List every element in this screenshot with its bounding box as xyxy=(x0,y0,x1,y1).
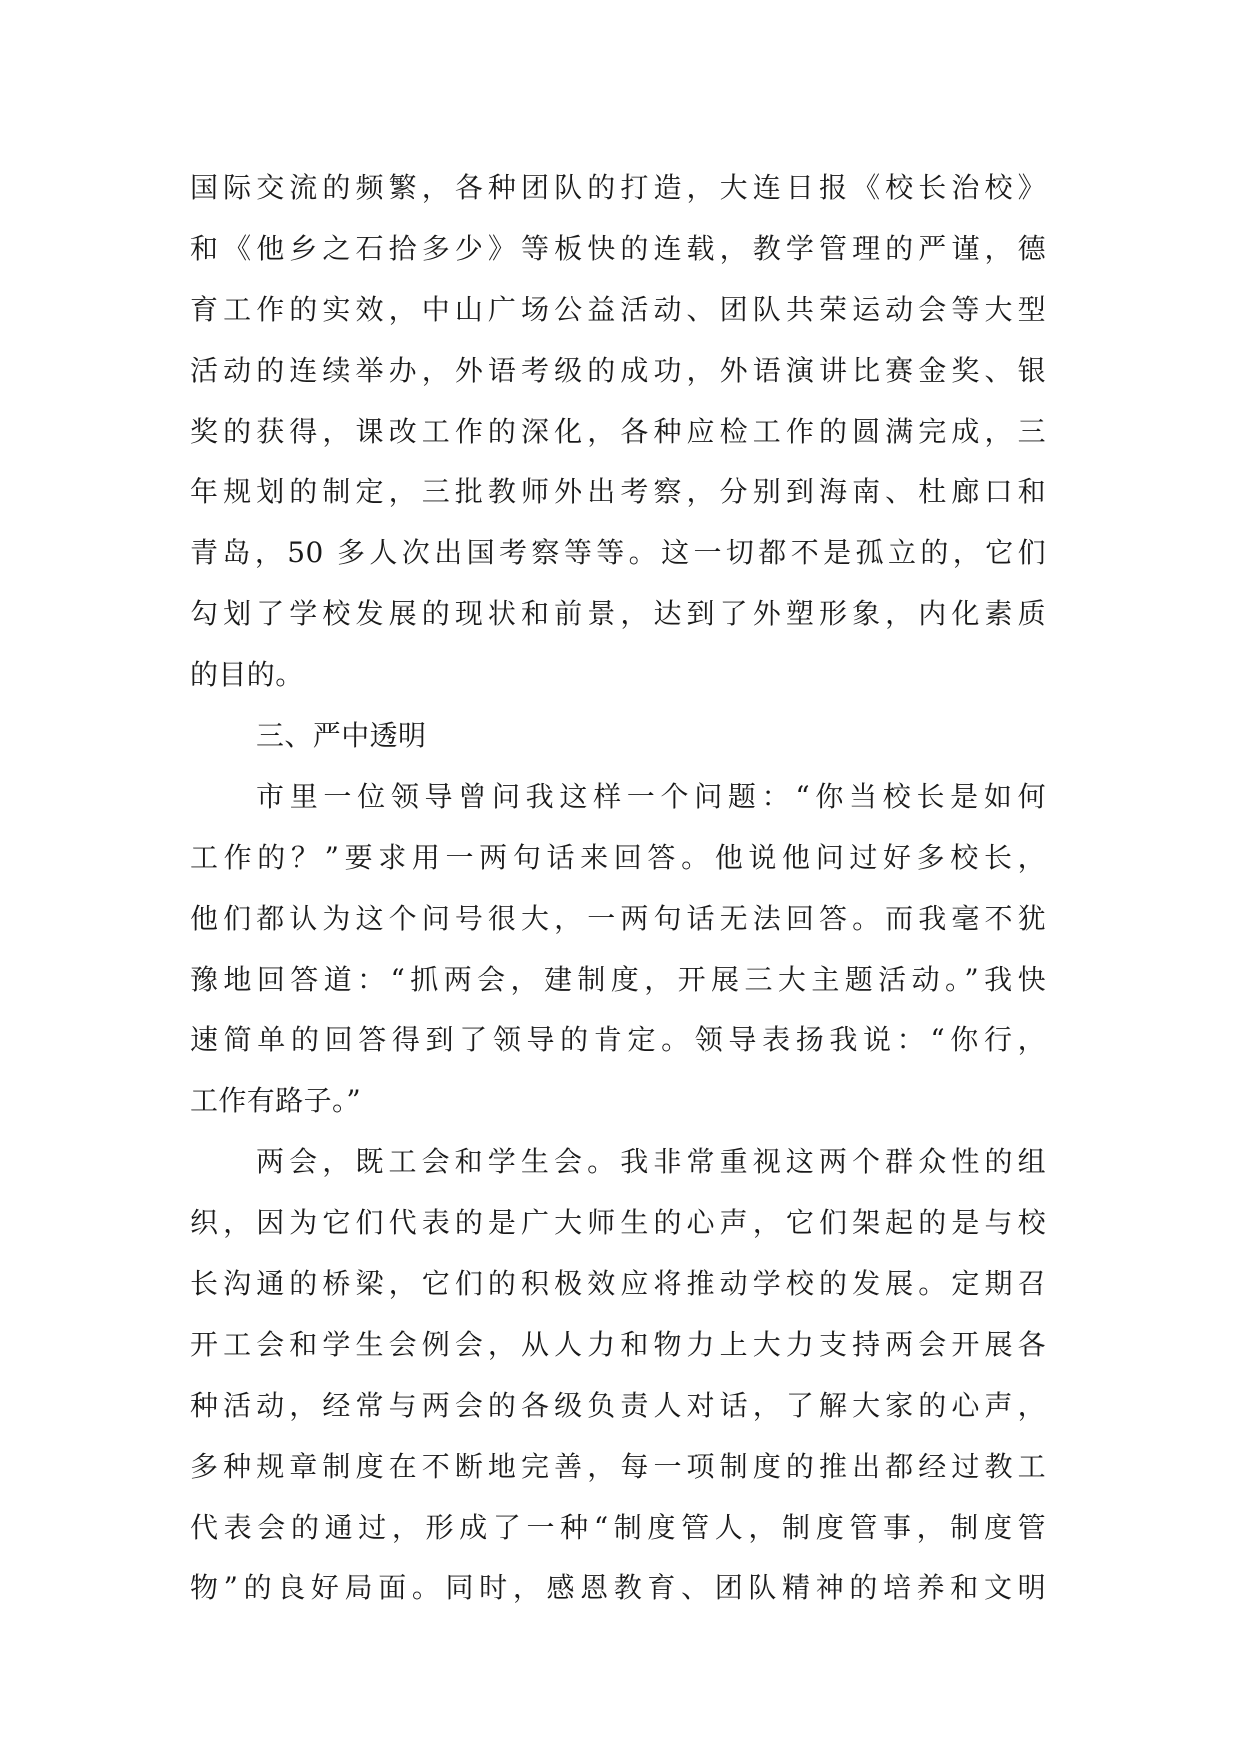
body-line: 豫地回答道：“抓两会，建制度，开展三大主题活动。”我快 xyxy=(190,962,1046,996)
body-line: 育工作的实效，中山广场公益活动、团队共荣运动会等大型 xyxy=(190,292,1046,326)
body-line: 工作有路子。” xyxy=(190,1084,362,1118)
body-line: 市里一位领导曾问我这样一个问题：“你当校长是如何 xyxy=(256,779,1046,813)
body-line: 和《他乡之石拾多少》等板快的连载，教学管理的严谨，德 xyxy=(190,231,1046,265)
body-line: 年规划的制定，三批教师外出考察，分别到海南、杜廊口和 xyxy=(190,475,1046,509)
body-line: 种活动，经常与两会的各级负责人对话，了解大家的心声， xyxy=(190,1388,1046,1422)
body-line: 两会，既工会和学生会。我非常重视这两个群众性的组 xyxy=(256,1145,1046,1179)
body-line: 工作的？”要求用一两句话来回答。他说他问过好多校长， xyxy=(190,840,1046,874)
body-line: 织，因为它们代表的是广大师生的心声，它们架起的是与校 xyxy=(190,1206,1046,1240)
body-line: 国际交流的频繁，各种团队的打造，大连日报《校长治校》 xyxy=(190,171,1046,204)
section-heading: 三、严中透明 xyxy=(256,719,427,753)
body-line: 多种规章制度在不断地完善，每一项制度的推出都经过教工 xyxy=(190,1449,1046,1483)
body-line: 勾划了学校发展的现状和前景，达到了外塑形象，内化素质 xyxy=(190,597,1046,631)
body-line: 代表会的通过，形成了一种“制度管人，制度管事，制度管 xyxy=(190,1510,1046,1544)
body-line: 活动的连续举办，外语考级的成功，外语演讲比赛金奖、银 xyxy=(190,353,1046,387)
body-line: 长沟通的桥梁，它们的积极效应将推动学校的发展。定期召 xyxy=(190,1267,1046,1301)
body-line: 他们都认为这个问号很大，一两句话无法回答。而我毫不犹 xyxy=(190,901,1046,935)
body-line: 的目的。 xyxy=(190,658,304,692)
body-line: 奖的获得，课改工作的深化，各种应检工作的圆满完成，三 xyxy=(190,414,1046,448)
body-line: 青岛，50 多人次出国考察等等。这一切都不是孤立的，它们 xyxy=(190,536,1046,570)
body-line: 开工会和学生会例会，从人力和物力上大力支持两会开展各 xyxy=(190,1327,1046,1361)
document-body xyxy=(190,158,1046,1619)
body-line: 物”的良好局面。同时，感恩教育、团队精神的培养和文明 xyxy=(190,1571,1046,1605)
body-line: 速简单的回答得到了领导的肯定。领导表扬我说：“你行， xyxy=(190,1023,1046,1057)
